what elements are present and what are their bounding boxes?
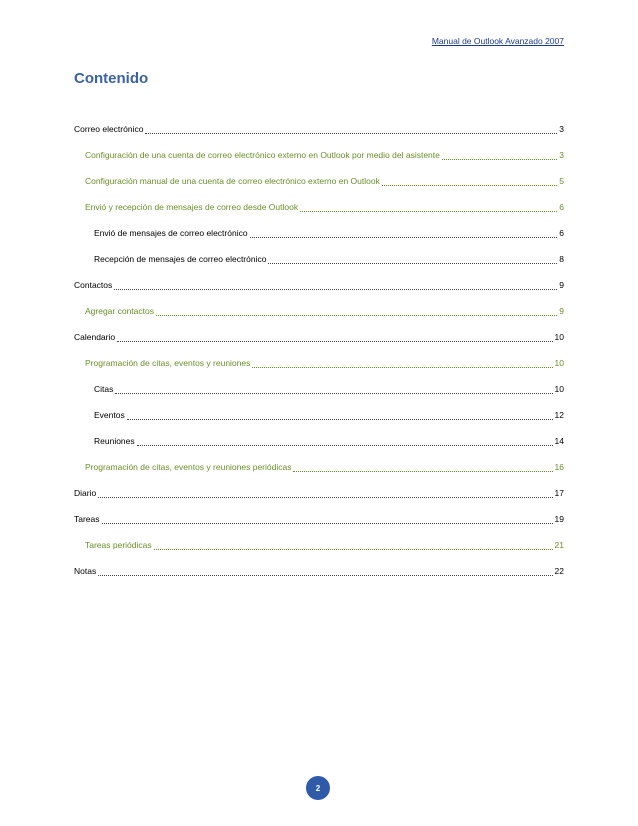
toc-entry[interactable]: [74, 514, 564, 540]
toc-entry-title: Citas: [94, 384, 114, 394]
toc-dot-leader: [382, 176, 557, 186]
toc-entry-page: 3: [559, 150, 564, 160]
toc-dot-leader: [300, 202, 557, 212]
toc-dot-leader: [268, 254, 557, 264]
toc-entry-page: 17: [554, 488, 564, 498]
toc-entry[interactable]: [74, 410, 564, 436]
table-of-contents: [74, 124, 564, 592]
toc-entry-page: 10: [554, 358, 564, 368]
toc-dot-leader: [117, 332, 552, 342]
toc-dot-leader: [115, 384, 552, 394]
toc-entry-title: Tareas: [74, 514, 100, 524]
toc-entry-page: 3: [559, 124, 564, 134]
toc-entry-page: 5: [559, 176, 564, 186]
toc-dot-leader: [293, 462, 552, 472]
toc-dot-leader: [98, 566, 552, 576]
toc-entry[interactable]: [74, 150, 564, 176]
toc-dot-leader: [98, 488, 552, 498]
toc-entry-title: Configuración manual de una cuenta de correo electrónico externo en Outlook: [85, 176, 380, 186]
toc-entry-page: 16: [554, 462, 564, 472]
toc-entry-title: Programación de citas, eventos y reuniones: [85, 358, 251, 368]
toc-entry-title: Contactos: [74, 280, 113, 290]
toc-entry-title: Notas: [74, 566, 97, 576]
toc-entry-page: 6: [559, 228, 564, 238]
toc-entry-title: Recepción de mensajes de correo electrónico: [94, 254, 267, 264]
toc-entry-title: Calendario: [74, 332, 116, 342]
toc-entry[interactable]: [74, 436, 564, 462]
document-header-title[interactable]: Manual de Outlook Avanzado 2007: [431, 36, 564, 46]
page-number-badge: 2: [306, 776, 330, 800]
toc-entry[interactable]: [74, 540, 564, 566]
toc-entry-page: 12: [554, 410, 564, 420]
toc-entry[interactable]: [74, 488, 564, 514]
toc-entry[interactable]: [74, 124, 564, 150]
toc-entry-page: 9: [559, 306, 564, 316]
toc-heading: Contenido: [74, 70, 149, 87]
toc-entry-page: 21: [554, 540, 564, 550]
toc-dot-leader: [252, 358, 552, 368]
toc-entry[interactable]: [74, 228, 564, 254]
toc-entry[interactable]: [74, 332, 564, 358]
toc-entry[interactable]: [74, 254, 564, 280]
toc-entry[interactable]: [74, 358, 564, 384]
toc-entry-page: 22: [554, 566, 564, 576]
toc-entry[interactable]: [74, 176, 564, 202]
toc-entry[interactable]: [74, 306, 564, 332]
toc-dot-leader: [156, 306, 557, 316]
toc-entry-page: 9: [559, 280, 564, 290]
toc-entry-title: Tareas periódicas: [85, 540, 152, 550]
toc-entry-title: Agregar contactos: [85, 306, 154, 316]
toc-entry[interactable]: [74, 280, 564, 306]
toc-entry[interactable]: [74, 566, 564, 592]
toc-dot-leader: [102, 514, 553, 524]
toc-dot-leader: [145, 124, 557, 134]
toc-dot-leader: [442, 150, 557, 160]
toc-dot-leader: [114, 280, 557, 290]
toc-entry-page: 10: [554, 384, 564, 394]
toc-entry-title: Diario: [74, 488, 97, 498]
toc-entry[interactable]: [74, 462, 564, 488]
toc-entry[interactable]: [74, 202, 564, 228]
toc-entry-title: Eventos: [94, 410, 125, 420]
toc-entry-page: 8: [559, 254, 564, 264]
toc-entry-title: Programación de citas, eventos y reuniones periódicas: [85, 462, 292, 472]
toc-entry-title: Configuración de una cuenta de correo electrónico externo en Outlook por medio del asistente: [85, 150, 440, 160]
toc-dot-leader: [154, 540, 553, 550]
toc-dot-leader: [137, 436, 553, 446]
toc-entry-title: Envió y recepción de mensajes de correo desde Outlook: [85, 202, 299, 212]
toc-dot-leader: [127, 410, 553, 420]
toc-entry-page: 6: [559, 202, 564, 212]
toc-entry-page: 10: [554, 332, 564, 342]
toc-entry-title: Correo electrónico: [74, 124, 144, 134]
toc-entry-page: 14: [554, 436, 564, 446]
toc-entry-title: Reuniones: [94, 436, 135, 446]
toc-entry-title: Envió de mensajes de correo electrónico: [94, 228, 248, 238]
toc-entry-page: 19: [554, 514, 564, 524]
toc-dot-leader: [250, 228, 558, 238]
toc-entry[interactable]: [74, 384, 564, 410]
